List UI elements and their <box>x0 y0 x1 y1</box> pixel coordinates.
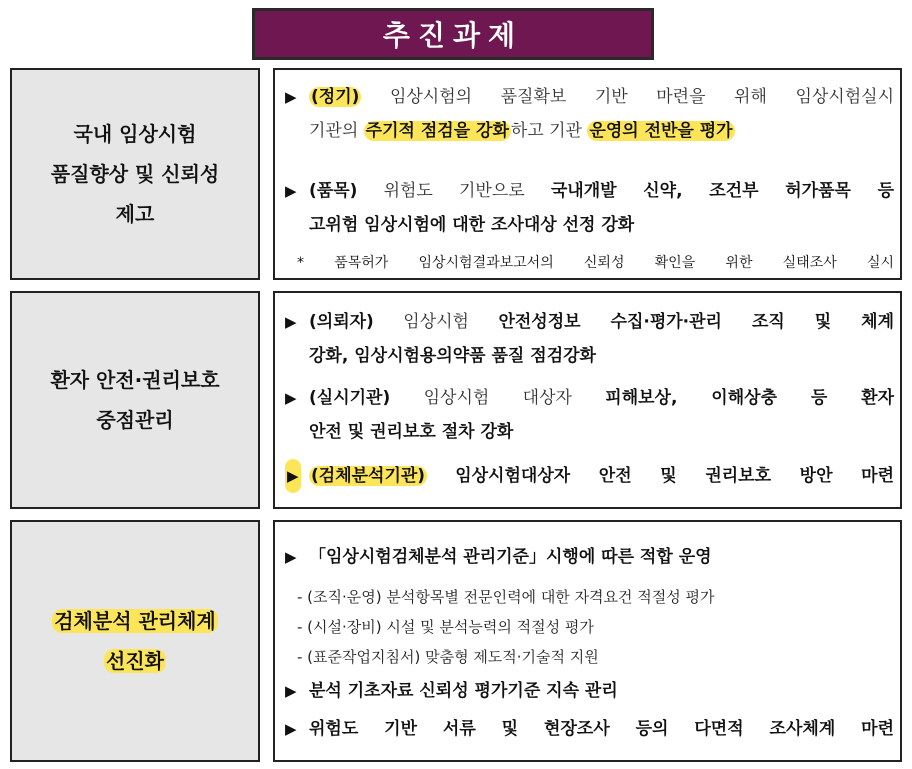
list-item <box>285 305 894 373</box>
row-content <box>273 291 902 509</box>
item-bold: 고위험 임상시험에 대한 조사대상 선정 강화 <box>309 215 635 235</box>
row-heading <box>10 520 260 762</box>
item-bold: 강화, 임상시험용의약품 품질 점검강화 <box>309 346 596 366</box>
item-text: 임상시험 <box>373 312 499 332</box>
list-item <box>285 459 894 493</box>
row-content <box>273 520 902 762</box>
arrow-icon: ▶ <box>285 389 297 407</box>
row-heading <box>10 291 260 509</box>
heading-line: 제고 <box>115 202 155 226</box>
item-tag: (의뢰자) <box>309 312 374 332</box>
item-tag: (정기) <box>311 87 360 107</box>
item-highlight: 주기적 점검을 강화 <box>365 121 509 141</box>
arrow-icon: ▶ <box>285 88 297 106</box>
list-item <box>285 80 894 148</box>
row-content <box>273 68 902 280</box>
heading-line: 선진화 <box>106 649 164 673</box>
item-tag: (품목) <box>309 181 358 201</box>
row-heading <box>10 68 260 280</box>
item-tag: (실시기관) <box>309 388 391 408</box>
row-analysis <box>10 520 902 762</box>
item-bold: 피해보상, 이해상충 등 환자 <box>605 388 895 408</box>
arrow-icon: ▶ <box>285 459 301 493</box>
item-bold: 「임상시험검체분석 관리기준」시행에 따른 적합 운영 <box>309 547 712 567</box>
item-text: 임상시험 대상자 <box>390 388 606 408</box>
item-bold: 위험도 기반 서류 및 현장조사 등의 다면적 조사체계 마련 <box>309 719 894 739</box>
heading-line: 검체분석 관리체계 <box>54 609 216 633</box>
row-safety <box>10 291 902 509</box>
list-item <box>285 674 894 708</box>
title-banner <box>252 8 654 60</box>
sub-item: - (시설·장비) 시설 및 분석능력의 적절성 평가 <box>297 618 594 636</box>
item-bold: 국내개발 신약, 조건부 허가품목 등 <box>550 181 894 201</box>
arrow-icon: ▶ <box>285 182 297 200</box>
item-bold: 안전성정보 수집·평가·관리 조직 및 체계 <box>498 312 895 332</box>
arrow-icon: ▶ <box>285 720 297 738</box>
arrow-icon: ▶ <box>285 682 297 700</box>
arrow-icon: ▶ <box>285 548 297 566</box>
item-tag: (검체분석기관) <box>311 466 426 486</box>
list-item <box>285 381 894 449</box>
list-item <box>285 712 894 746</box>
item-text: 임상시험의 품질확보 기반 마련을 위해 임상시험실시 <box>361 87 894 107</box>
arrow-icon: ▶ <box>285 313 297 331</box>
item-bold: 임상시험대상자 안전 및 권리보호 방안 마련 <box>455 466 894 486</box>
item-highlight: 운영의 전반을 평가 <box>589 121 733 141</box>
heading-line: 환자 안전·권리보호 <box>50 368 220 392</box>
footnote: * 품목허가 임상시험결과보고서의 신뢰성 확인을 위한 실태조사 실시 <box>297 255 894 271</box>
row-quality <box>10 68 902 280</box>
heading-line: 중점관리 <box>96 408 174 432</box>
sub-item: - (조직·운영) 분석항목별 전문인력에 대한 자격요건 적절성 평가 <box>297 588 715 606</box>
item-bold: 안전 및 권리보호 절차 강화 <box>309 422 514 442</box>
page-title: 추진과제 <box>382 19 524 52</box>
heading-line: 국내 임상시험 <box>73 122 197 146</box>
list-item <box>285 174 894 242</box>
item-text: 하고 기관 <box>510 121 588 141</box>
item-text: 위험도 기반으로 <box>357 181 551 201</box>
list-item <box>285 540 894 574</box>
item-text: 기관의 <box>309 121 364 141</box>
item-bold: 분석 기초자료 신뢰성 평가기준 지속 관리 <box>309 681 618 701</box>
sub-item: - (표준작업지침서) 맞춤형 제도적·기술적 지원 <box>297 648 599 666</box>
heading-line: 품질향상 및 신뢰성 <box>50 162 220 186</box>
